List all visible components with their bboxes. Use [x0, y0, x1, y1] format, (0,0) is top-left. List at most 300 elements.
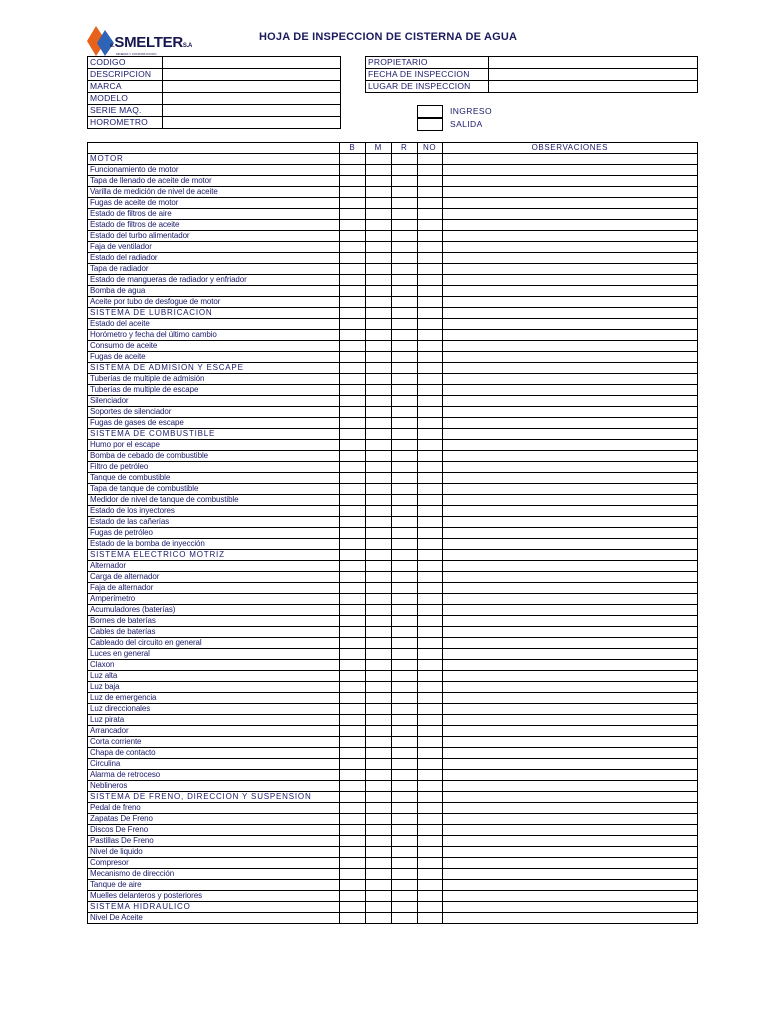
- rating-cell-r[interactable]: [391, 572, 417, 583]
- rating-cell-b[interactable]: [339, 561, 365, 572]
- rating-cell-r[interactable]: [391, 264, 417, 275]
- rating-cell-no[interactable]: [417, 275, 442, 286]
- rating-cell-b[interactable]: [339, 407, 365, 418]
- rating-cell-b[interactable]: [339, 627, 365, 638]
- observation-cell[interactable]: [442, 869, 697, 880]
- rating-cell-b[interactable]: [339, 253, 365, 264]
- rating-cell-r[interactable]: [391, 352, 417, 363]
- rating-cell-b[interactable]: [339, 473, 365, 484]
- rating-cell-m[interactable]: [365, 561, 391, 572]
- rating-cell-no[interactable]: [417, 374, 442, 385]
- rating-cell-no[interactable]: [417, 693, 442, 704]
- rating-cell-r[interactable]: [391, 737, 417, 748]
- rating-cell-r[interactable]: [391, 660, 417, 671]
- observation-cell[interactable]: [442, 627, 697, 638]
- observation-cell[interactable]: [442, 671, 697, 682]
- info-value-field[interactable]: [163, 105, 341, 117]
- rating-cell-b[interactable]: [339, 528, 365, 539]
- rating-cell-r[interactable]: [391, 891, 417, 902]
- rating-cell-no[interactable]: [417, 187, 442, 198]
- rating-cell-m[interactable]: [365, 671, 391, 682]
- rating-cell-r[interactable]: [391, 506, 417, 517]
- rating-cell-b[interactable]: [339, 198, 365, 209]
- rating-cell-m[interactable]: [365, 352, 391, 363]
- rating-cell-b[interactable]: [339, 286, 365, 297]
- rating-cell-r[interactable]: [391, 198, 417, 209]
- observation-cell[interactable]: [442, 825, 697, 836]
- info-value-field[interactable]: [489, 69, 698, 81]
- rating-cell-r[interactable]: [391, 407, 417, 418]
- observation-cell[interactable]: [442, 847, 697, 858]
- rating-cell-r[interactable]: [391, 374, 417, 385]
- observation-cell[interactable]: [442, 297, 697, 308]
- rating-cell-r[interactable]: [391, 561, 417, 572]
- rating-cell-m[interactable]: [365, 319, 391, 330]
- rating-cell-no[interactable]: [417, 429, 442, 440]
- rating-cell-m[interactable]: [365, 814, 391, 825]
- rating-cell-r[interactable]: [391, 704, 417, 715]
- rating-cell-b[interactable]: [339, 209, 365, 220]
- rating-cell-no[interactable]: [417, 176, 442, 187]
- rating-cell-r[interactable]: [391, 649, 417, 660]
- observation-cell[interactable]: [442, 363, 697, 374]
- observation-cell[interactable]: [442, 726, 697, 737]
- rating-cell-m[interactable]: [365, 396, 391, 407]
- rating-cell-no[interactable]: [417, 715, 442, 726]
- rating-cell-b[interactable]: [339, 539, 365, 550]
- rating-cell-b[interactable]: [339, 682, 365, 693]
- rating-cell-m[interactable]: [365, 165, 391, 176]
- info-value-field[interactable]: [163, 117, 341, 129]
- rating-cell-b[interactable]: [339, 242, 365, 253]
- observation-cell[interactable]: [442, 319, 697, 330]
- rating-cell-no[interactable]: [417, 220, 442, 231]
- rating-cell-r[interactable]: [391, 671, 417, 682]
- rating-cell-b[interactable]: [339, 638, 365, 649]
- observation-cell[interactable]: [442, 429, 697, 440]
- rating-cell-r[interactable]: [391, 187, 417, 198]
- rating-cell-b[interactable]: [339, 616, 365, 627]
- rating-cell-no[interactable]: [417, 363, 442, 374]
- rating-cell-m[interactable]: [365, 385, 391, 396]
- rating-cell-no[interactable]: [417, 913, 442, 924]
- rating-cell-no[interactable]: [417, 407, 442, 418]
- observation-cell[interactable]: [442, 352, 697, 363]
- rating-cell-b[interactable]: [339, 385, 365, 396]
- rating-cell-r[interactable]: [391, 814, 417, 825]
- rating-cell-b[interactable]: [339, 495, 365, 506]
- rating-cell-r[interactable]: [391, 341, 417, 352]
- rating-cell-no[interactable]: [417, 506, 442, 517]
- rating-cell-b[interactable]: [339, 660, 365, 671]
- info-value-field[interactable]: [163, 57, 341, 69]
- observation-cell[interactable]: [442, 572, 697, 583]
- rating-cell-b[interactable]: [339, 737, 365, 748]
- rating-cell-no[interactable]: [417, 814, 442, 825]
- rating-cell-r[interactable]: [391, 847, 417, 858]
- rating-cell-r[interactable]: [391, 682, 417, 693]
- rating-cell-m[interactable]: [365, 253, 391, 264]
- observation-cell[interactable]: [442, 781, 697, 792]
- observation-cell[interactable]: [442, 682, 697, 693]
- observation-cell[interactable]: [442, 528, 697, 539]
- rating-cell-m[interactable]: [365, 418, 391, 429]
- rating-cell-no[interactable]: [417, 660, 442, 671]
- rating-cell-r[interactable]: [391, 165, 417, 176]
- rating-cell-b[interactable]: [339, 517, 365, 528]
- rating-cell-no[interactable]: [417, 154, 442, 165]
- rating-cell-m[interactable]: [365, 737, 391, 748]
- rating-cell-no[interactable]: [417, 319, 442, 330]
- rating-cell-m[interactable]: [365, 605, 391, 616]
- rating-cell-no[interactable]: [417, 891, 442, 902]
- rating-cell-b[interactable]: [339, 506, 365, 517]
- rating-cell-r[interactable]: [391, 748, 417, 759]
- rating-cell-no[interactable]: [417, 451, 442, 462]
- rating-cell-no[interactable]: [417, 781, 442, 792]
- rating-cell-no[interactable]: [417, 627, 442, 638]
- rating-cell-m[interactable]: [365, 649, 391, 660]
- rating-cell-no[interactable]: [417, 616, 442, 627]
- rating-cell-m[interactable]: [365, 913, 391, 924]
- rating-cell-m[interactable]: [365, 715, 391, 726]
- rating-cell-b[interactable]: [339, 902, 365, 913]
- salida-checkbox[interactable]: [417, 118, 443, 131]
- observation-cell[interactable]: [442, 220, 697, 231]
- observation-cell[interactable]: [442, 462, 697, 473]
- rating-cell-m[interactable]: [365, 154, 391, 165]
- rating-cell-b[interactable]: [339, 748, 365, 759]
- rating-cell-r[interactable]: [391, 759, 417, 770]
- observation-cell[interactable]: [442, 737, 697, 748]
- observation-cell[interactable]: [442, 165, 697, 176]
- observation-cell[interactable]: [442, 396, 697, 407]
- rating-cell-r[interactable]: [391, 528, 417, 539]
- rating-cell-b[interactable]: [339, 363, 365, 374]
- rating-cell-m[interactable]: [365, 506, 391, 517]
- rating-cell-b[interactable]: [339, 913, 365, 924]
- rating-cell-no[interactable]: [417, 209, 442, 220]
- rating-cell-m[interactable]: [365, 440, 391, 451]
- rating-cell-r[interactable]: [391, 803, 417, 814]
- observation-cell[interactable]: [442, 330, 697, 341]
- rating-cell-no[interactable]: [417, 682, 442, 693]
- rating-cell-m[interactable]: [365, 495, 391, 506]
- rating-cell-b[interactable]: [339, 814, 365, 825]
- rating-cell-m[interactable]: [365, 242, 391, 253]
- rating-cell-r[interactable]: [391, 583, 417, 594]
- rating-cell-m[interactable]: [365, 462, 391, 473]
- rating-cell-m[interactable]: [365, 748, 391, 759]
- rating-cell-b[interactable]: [339, 594, 365, 605]
- rating-cell-no[interactable]: [417, 418, 442, 429]
- rating-cell-b[interactable]: [339, 825, 365, 836]
- observation-cell[interactable]: [442, 495, 697, 506]
- rating-cell-b[interactable]: [339, 374, 365, 385]
- observation-cell[interactable]: [442, 803, 697, 814]
- rating-cell-b[interactable]: [339, 781, 365, 792]
- rating-cell-m[interactable]: [365, 847, 391, 858]
- rating-cell-m[interactable]: [365, 363, 391, 374]
- rating-cell-m[interactable]: [365, 836, 391, 847]
- observation-cell[interactable]: [442, 275, 697, 286]
- rating-cell-r[interactable]: [391, 176, 417, 187]
- observation-cell[interactable]: [442, 748, 697, 759]
- rating-cell-r[interactable]: [391, 693, 417, 704]
- rating-cell-m[interactable]: [365, 770, 391, 781]
- rating-cell-b[interactable]: [339, 330, 365, 341]
- rating-cell-b[interactable]: [339, 770, 365, 781]
- rating-cell-no[interactable]: [417, 528, 442, 539]
- rating-cell-m[interactable]: [365, 451, 391, 462]
- rating-cell-b[interactable]: [339, 341, 365, 352]
- observation-cell[interactable]: [442, 418, 697, 429]
- observation-cell[interactable]: [442, 484, 697, 495]
- rating-cell-m[interactable]: [365, 704, 391, 715]
- rating-cell-r[interactable]: [391, 462, 417, 473]
- rating-cell-no[interactable]: [417, 704, 442, 715]
- rating-cell-no[interactable]: [417, 902, 442, 913]
- rating-cell-b[interactable]: [339, 275, 365, 286]
- observation-cell[interactable]: [442, 253, 697, 264]
- observation-cell[interactable]: [442, 385, 697, 396]
- rating-cell-b[interactable]: [339, 550, 365, 561]
- rating-cell-b[interactable]: [339, 264, 365, 275]
- observation-cell[interactable]: [442, 176, 697, 187]
- info-value-field[interactable]: [163, 81, 341, 93]
- rating-cell-no[interactable]: [417, 605, 442, 616]
- rating-cell-r[interactable]: [391, 638, 417, 649]
- observation-cell[interactable]: [442, 638, 697, 649]
- rating-cell-b[interactable]: [339, 726, 365, 737]
- info-value-field[interactable]: [163, 93, 341, 105]
- rating-cell-r[interactable]: [391, 253, 417, 264]
- info-value-field[interactable]: [489, 81, 698, 93]
- rating-cell-no[interactable]: [417, 473, 442, 484]
- rating-cell-m[interactable]: [365, 693, 391, 704]
- rating-cell-b[interactable]: [339, 792, 365, 803]
- rating-cell-r[interactable]: [391, 484, 417, 495]
- rating-cell-no[interactable]: [417, 330, 442, 341]
- rating-cell-no[interactable]: [417, 539, 442, 550]
- observation-cell[interactable]: [442, 451, 697, 462]
- info-value-field[interactable]: [163, 69, 341, 81]
- observation-cell[interactable]: [442, 605, 697, 616]
- rating-cell-m[interactable]: [365, 297, 391, 308]
- rating-cell-m[interactable]: [365, 682, 391, 693]
- rating-cell-b[interactable]: [339, 297, 365, 308]
- observation-cell[interactable]: [442, 880, 697, 891]
- rating-cell-r[interactable]: [391, 385, 417, 396]
- rating-cell-b[interactable]: [339, 649, 365, 660]
- rating-cell-m[interactable]: [365, 539, 391, 550]
- rating-cell-m[interactable]: [365, 660, 391, 671]
- rating-cell-no[interactable]: [417, 869, 442, 880]
- rating-cell-m[interactable]: [365, 231, 391, 242]
- observation-cell[interactable]: [442, 473, 697, 484]
- observation-cell[interactable]: [442, 891, 697, 902]
- rating-cell-r[interactable]: [391, 154, 417, 165]
- observation-cell[interactable]: [442, 693, 697, 704]
- rating-cell-b[interactable]: [339, 319, 365, 330]
- rating-cell-r[interactable]: [391, 242, 417, 253]
- rating-cell-m[interactable]: [365, 220, 391, 231]
- rating-cell-no[interactable]: [417, 726, 442, 737]
- rating-cell-m[interactable]: [365, 627, 391, 638]
- rating-cell-m[interactable]: [365, 374, 391, 385]
- observation-cell[interactable]: [442, 814, 697, 825]
- observation-cell[interactable]: [442, 242, 697, 253]
- rating-cell-m[interactable]: [365, 792, 391, 803]
- observation-cell[interactable]: [442, 506, 697, 517]
- rating-cell-b[interactable]: [339, 396, 365, 407]
- rating-cell-no[interactable]: [417, 572, 442, 583]
- rating-cell-r[interactable]: [391, 825, 417, 836]
- rating-cell-no[interactable]: [417, 341, 442, 352]
- observation-cell[interactable]: [442, 264, 697, 275]
- rating-cell-m[interactable]: [365, 759, 391, 770]
- rating-cell-m[interactable]: [365, 330, 391, 341]
- rating-cell-r[interactable]: [391, 715, 417, 726]
- rating-cell-no[interactable]: [417, 803, 442, 814]
- rating-cell-m[interactable]: [365, 616, 391, 627]
- rating-cell-b[interactable]: [339, 187, 365, 198]
- rating-cell-m[interactable]: [365, 484, 391, 495]
- rating-cell-no[interactable]: [417, 770, 442, 781]
- rating-cell-m[interactable]: [365, 825, 391, 836]
- observation-cell[interactable]: [442, 649, 697, 660]
- rating-cell-m[interactable]: [365, 803, 391, 814]
- rating-cell-b[interactable]: [339, 165, 365, 176]
- rating-cell-b[interactable]: [339, 836, 365, 847]
- rating-cell-no[interactable]: [417, 836, 442, 847]
- rating-cell-b[interactable]: [339, 891, 365, 902]
- rating-cell-no[interactable]: [417, 352, 442, 363]
- rating-cell-no[interactable]: [417, 858, 442, 869]
- observation-cell[interactable]: [442, 231, 697, 242]
- rating-cell-r[interactable]: [391, 440, 417, 451]
- observation-cell[interactable]: [442, 341, 697, 352]
- rating-cell-m[interactable]: [365, 517, 391, 528]
- rating-cell-m[interactable]: [365, 176, 391, 187]
- rating-cell-b[interactable]: [339, 803, 365, 814]
- rating-cell-r[interactable]: [391, 308, 417, 319]
- rating-cell-r[interactable]: [391, 396, 417, 407]
- rating-cell-no[interactable]: [417, 847, 442, 858]
- rating-cell-no[interactable]: [417, 583, 442, 594]
- observation-cell[interactable]: [442, 198, 697, 209]
- rating-cell-b[interactable]: [339, 583, 365, 594]
- observation-cell[interactable]: [442, 836, 697, 847]
- rating-cell-no[interactable]: [417, 737, 442, 748]
- rating-cell-b[interactable]: [339, 418, 365, 429]
- rating-cell-r[interactable]: [391, 330, 417, 341]
- rating-cell-b[interactable]: [339, 176, 365, 187]
- rating-cell-r[interactable]: [391, 913, 417, 924]
- rating-cell-b[interactable]: [339, 759, 365, 770]
- rating-cell-r[interactable]: [391, 605, 417, 616]
- rating-cell-no[interactable]: [417, 242, 442, 253]
- observation-cell[interactable]: [442, 583, 697, 594]
- rating-cell-no[interactable]: [417, 385, 442, 396]
- rating-cell-no[interactable]: [417, 517, 442, 528]
- rating-cell-no[interactable]: [417, 462, 442, 473]
- observation-cell[interactable]: [442, 561, 697, 572]
- rating-cell-r[interactable]: [391, 418, 417, 429]
- ingreso-checkbox[interactable]: [417, 105, 443, 118]
- observation-cell[interactable]: [442, 858, 697, 869]
- rating-cell-r[interactable]: [391, 770, 417, 781]
- rating-cell-b[interactable]: [339, 484, 365, 495]
- rating-cell-b[interactable]: [339, 572, 365, 583]
- rating-cell-r[interactable]: [391, 869, 417, 880]
- rating-cell-no[interactable]: [417, 649, 442, 660]
- observation-cell[interactable]: [442, 517, 697, 528]
- rating-cell-m[interactable]: [365, 869, 391, 880]
- info-value-field[interactable]: [489, 57, 698, 69]
- observation-cell[interactable]: [442, 594, 697, 605]
- rating-cell-r[interactable]: [391, 220, 417, 231]
- rating-cell-m[interactable]: [365, 198, 391, 209]
- rating-cell-b[interactable]: [339, 352, 365, 363]
- rating-cell-no[interactable]: [417, 484, 442, 495]
- rating-cell-b[interactable]: [339, 847, 365, 858]
- rating-cell-b[interactable]: [339, 154, 365, 165]
- rating-cell-no[interactable]: [417, 594, 442, 605]
- rating-cell-m[interactable]: [365, 308, 391, 319]
- observation-cell[interactable]: [442, 407, 697, 418]
- observation-cell[interactable]: [442, 550, 697, 561]
- rating-cell-r[interactable]: [391, 275, 417, 286]
- observation-cell[interactable]: [442, 616, 697, 627]
- rating-cell-no[interactable]: [417, 792, 442, 803]
- observation-cell[interactable]: [442, 374, 697, 385]
- rating-cell-no[interactable]: [417, 561, 442, 572]
- observation-cell[interactable]: [442, 187, 697, 198]
- rating-cell-m[interactable]: [365, 528, 391, 539]
- rating-cell-m[interactable]: [365, 429, 391, 440]
- rating-cell-b[interactable]: [339, 858, 365, 869]
- rating-cell-r[interactable]: [391, 286, 417, 297]
- rating-cell-no[interactable]: [417, 440, 442, 451]
- rating-cell-m[interactable]: [365, 858, 391, 869]
- rating-cell-no[interactable]: [417, 308, 442, 319]
- rating-cell-r[interactable]: [391, 858, 417, 869]
- rating-cell-m[interactable]: [365, 407, 391, 418]
- rating-cell-b[interactable]: [339, 462, 365, 473]
- rating-cell-r[interactable]: [391, 319, 417, 330]
- rating-cell-b[interactable]: [339, 869, 365, 880]
- rating-cell-no[interactable]: [417, 396, 442, 407]
- rating-cell-b[interactable]: [339, 715, 365, 726]
- rating-cell-r[interactable]: [391, 616, 417, 627]
- rating-cell-m[interactable]: [365, 572, 391, 583]
- rating-cell-no[interactable]: [417, 550, 442, 561]
- rating-cell-no[interactable]: [417, 297, 442, 308]
- rating-cell-r[interactable]: [391, 473, 417, 484]
- rating-cell-m[interactable]: [365, 264, 391, 275]
- rating-cell-no[interactable]: [417, 671, 442, 682]
- rating-cell-b[interactable]: [339, 693, 365, 704]
- rating-cell-m[interactable]: [365, 209, 391, 220]
- rating-cell-no[interactable]: [417, 253, 442, 264]
- rating-cell-r[interactable]: [391, 363, 417, 374]
- rating-cell-r[interactable]: [391, 781, 417, 792]
- rating-cell-m[interactable]: [365, 594, 391, 605]
- rating-cell-r[interactable]: [391, 297, 417, 308]
- rating-cell-b[interactable]: [339, 880, 365, 891]
- rating-cell-b[interactable]: [339, 440, 365, 451]
